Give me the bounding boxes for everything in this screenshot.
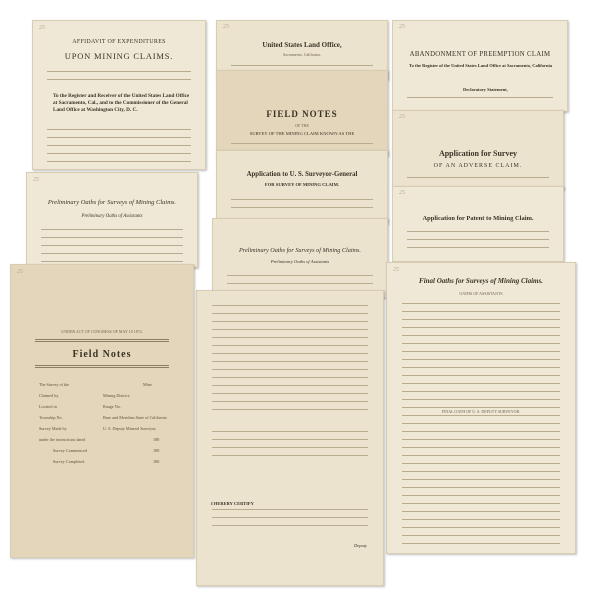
pencil-mark: 25 (33, 177, 39, 183)
document-final-oaths (386, 262, 576, 554)
field-value: Range No. (103, 404, 121, 409)
field-value: U. S. Deputy Mineral Surveyor, (103, 426, 157, 431)
pencil-mark: 25 (223, 24, 229, 30)
field-value: 188 (153, 448, 160, 453)
doc-title: Application to U. S. Surveyor-General (246, 171, 358, 178)
doc-subtitle: OF AN ADVERSE CLAIM. (433, 163, 523, 169)
document-field-notes-left (10, 264, 194, 558)
document-affidavit (32, 20, 206, 170)
pencil-mark: 25 (393, 267, 399, 273)
field-row: Township No. (39, 415, 63, 420)
field-value: 188 (153, 437, 160, 442)
doc-subtitle: Preliminary Oaths of Assistants (81, 214, 143, 219)
doc-title: Application for Survey (438, 149, 518, 158)
doc-footer: I HEREBY CERTIFY (211, 501, 254, 506)
field-value: 188 (153, 459, 160, 464)
doc-line3: SURVEY OF THE MINING CLAIM KNOWN AS THE (249, 131, 355, 136)
field-value: Base and Meridian State of California (103, 415, 167, 420)
doc-title: ABANDONMENT OF PREEMPTION CLAIM (409, 51, 551, 58)
doc-subtitle: FOR SURVEY OF MINING CLAIM. (264, 182, 340, 187)
doc-title: AFFIDAVIT OF EXPENDITURES (72, 39, 166, 45)
doc-subtitle: OF THE (295, 123, 309, 128)
doc-title: Preliminary Oaths for Surveys of Mining Claims. (47, 199, 177, 206)
doc-title: United States Land Office, (262, 41, 342, 49)
pencil-mark: 25 (39, 25, 45, 31)
document-survey-general (216, 150, 388, 224)
doc-detail: Declaratory Statement, (463, 87, 508, 92)
document-field-notes-top (216, 70, 388, 156)
field-row: Located in (39, 404, 57, 409)
field-row: Survey Completed (53, 459, 85, 464)
doc-body: To the Register of the United States Land Office at Sacramento, California (409, 63, 552, 68)
document-center-bottom (196, 290, 384, 586)
document-preemption (392, 20, 568, 112)
pencil-mark: 25 (17, 269, 23, 275)
pencil-mark: 25 (399, 114, 405, 120)
doc-subtitle: Sacramento, California, (282, 52, 322, 57)
document-prelim-left (26, 172, 198, 268)
doc-title: Field Notes (72, 349, 132, 360)
doc-header: UNDER ACT OF CONGRESS OF MAY 10 1872. (61, 329, 143, 334)
document-prelim-center (212, 218, 388, 298)
field-value: Mining District, (103, 393, 130, 398)
doc-subtitle: UPON MINING CLAIMS. (64, 51, 174, 61)
pencil-mark: 25 (399, 190, 405, 196)
document-adverse (392, 110, 564, 190)
doc-title: FIELD NOTES (266, 109, 338, 119)
doc-title: Application for Patent to Mining Claim. (422, 215, 534, 222)
field-row: Claimed by (39, 393, 59, 398)
document-patent (392, 186, 564, 262)
doc-section: FINAL OATH OF U. S. DEPUTY SURVEYOR. (441, 409, 521, 414)
pencil-mark: 25 (399, 24, 405, 30)
field-row: Survey Commenced (53, 448, 88, 453)
doc-title: Final Oaths for Surveys of Mining Claims. (419, 277, 543, 285)
doc-subtitle: OATHS OF ASSISTANTS (459, 291, 503, 296)
doc-subtitle: Preliminary Oaths of Assistants (270, 259, 330, 264)
doc-title: Preliminary Oaths for Surveys of Mining Claims. (239, 247, 361, 254)
doc-sign: Deputy (354, 543, 367, 548)
field-row: The Survey of the (39, 382, 70, 387)
doc-body: To the Register and Receiver of the United States Land Office at Sacramento, Cal., and to the Commissioner of the General Land Office at Washington City, D. C. (53, 93, 190, 113)
field-row: Survey Made by (39, 426, 67, 431)
field-row: under the instructions dated (39, 437, 86, 442)
field-value: Mine (143, 382, 152, 387)
